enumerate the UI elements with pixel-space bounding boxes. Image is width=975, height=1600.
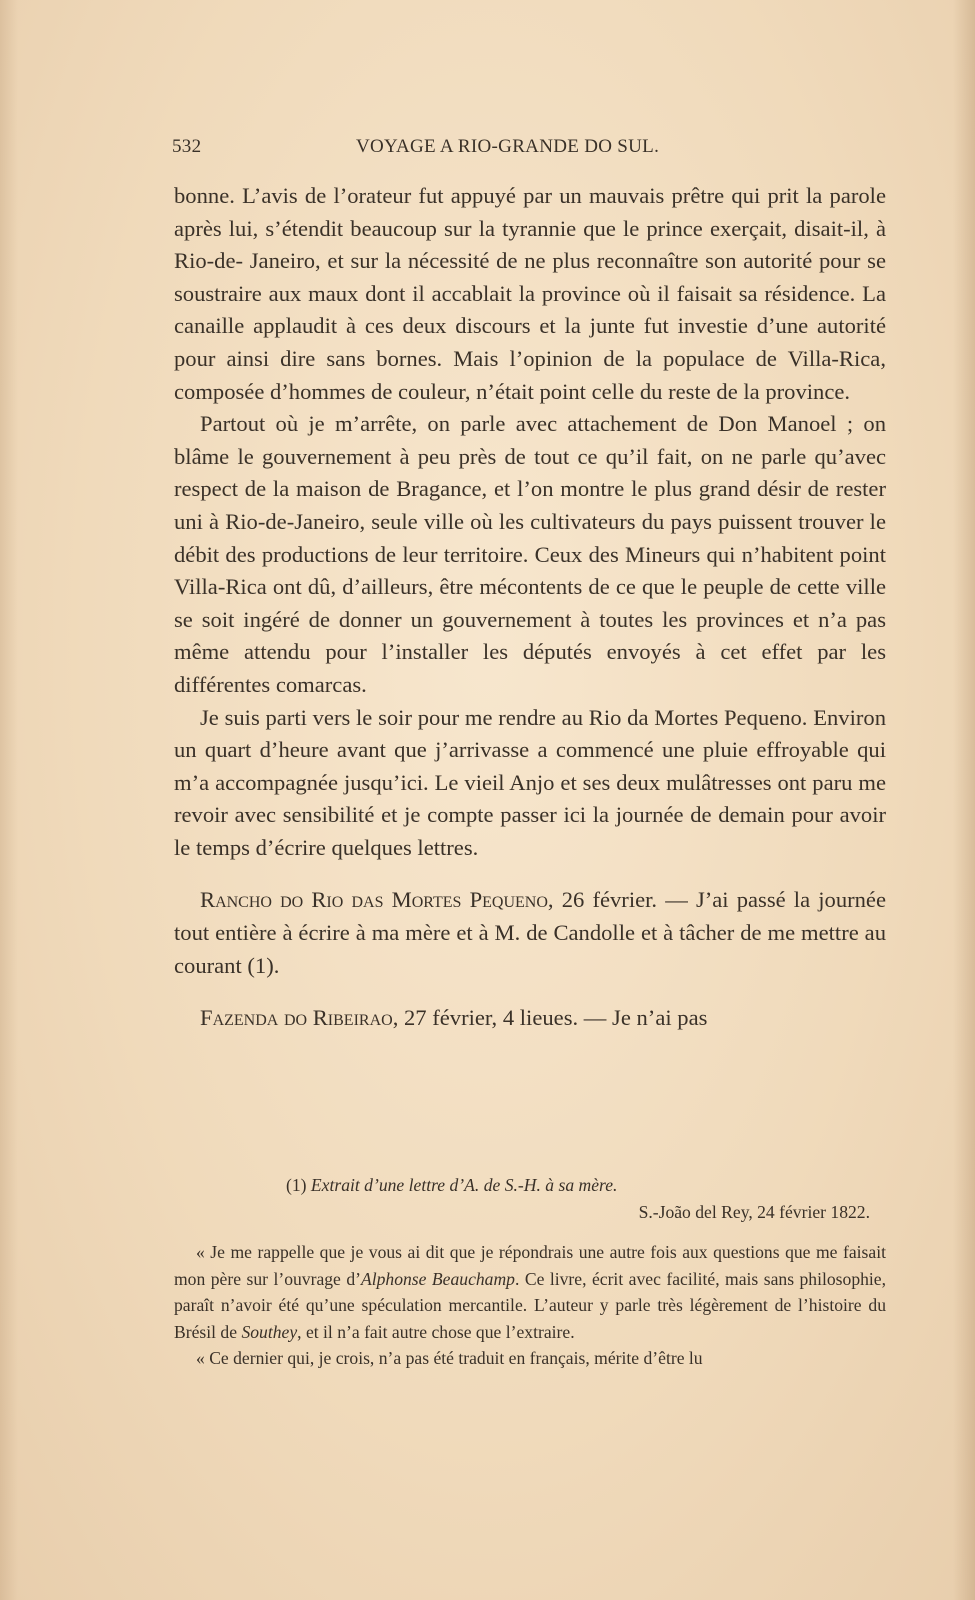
footnote-italic: Alphonse Beauchamp bbox=[360, 1268, 515, 1289]
footnote-paragraph: « Ce dernier qui, je crois, n’a pas été traduit en français, mérite d’être lu bbox=[196, 1348, 703, 1368]
footnote-paragraph bbox=[174, 1239, 886, 1345]
running-head bbox=[170, 132, 882, 162]
page-edge-shadow-left bbox=[0, 0, 18, 1600]
running-title: VOYAGE A RIO-GRANDE DO SUL. bbox=[356, 136, 660, 157]
footnote-title: Extrait d’une lettre d’A. de S.-H. à sa mère. bbox=[310, 1175, 618, 1195]
entry-place: Fazenda do Ribeirao bbox=[200, 1005, 393, 1031]
footnote-dateline: S.-João del Rey, 24 février 1822. bbox=[638, 1201, 870, 1222]
journal-entry bbox=[174, 1002, 886, 1035]
footnote-italic: Southey bbox=[241, 1321, 298, 1342]
paragraph: Partout où je m’arrête, on parle avec attachement de Don Manoel ; on blâme le gouvernement à peu près de tout ce qu’il fait, on ne parle qu’avec respect de la maison de Bragance, et l’on montre le plus grand désir de rester uni à Rio-de-Janeiro, seule ville où les cultivateurs du pays puissent trouver le débit des productions de leur territoire. Ceux des Mineurs qui n’habitent point Villa-Rica ont dû, d’ailleurs, être mécontents de ce que le peuple de cette ville se soit ingéré de donner un gouvernement à toutes les provinces et n’a pas même attendu pour l’installer les députés envoyés à cet effet par les différentes comarcas. bbox=[174, 411, 886, 697]
footnote-marker: (1) bbox=[286, 1175, 311, 1195]
entry-text: Je n’ai pas bbox=[612, 1005, 708, 1031]
page-number: 532 bbox=[172, 136, 202, 157]
footnote-heading bbox=[174, 1172, 886, 1199]
page-edge-shadow-right bbox=[953, 0, 975, 1600]
journal-entry bbox=[174, 884, 886, 982]
entry-text: J’ai passé la journée tout entière à écrire à ma mère et à M. de Candolle et à tâcher de me mettre au courant (1). bbox=[174, 887, 886, 978]
body-text bbox=[174, 180, 886, 1035]
footnotes bbox=[174, 1172, 886, 1372]
paragraph: bonne. L’avis de l’orateur fut appuyé par un mauvais prêtre qui prit la parole après lui, s’étendit beaucoup sur la tyrannie que le prince exerçait, disait-il, à Rio-de- Janeiro, et sur la nécessité de ne plus reconnaître son autorité pour se soustraire aux maux dont il accablait la province où il faisait sa résidence. La canaille applaudit à ces deux discours et la junte fut investie d’une autorité pour ainsi dire sans bornes. Mais l’opinion de la populace de Villa-Rica, composée d’hommes de couleur, n’était point celle du reste de la province. bbox=[174, 183, 886, 404]
paragraph: Je suis parti vers le soir pour me rendre au Rio da Mortes Pequeno. Environ un quart d’heure avant que j’arrivasse a commencé une pluie effroyable qui m’a accompagnée jusqu’ici. Le vieil Anjo et ses deux mulâtresses ont paru me revoir avec sensibilité et je compte passer ici la journée de demain pour avoir le temps d’écrire quelques lettres. bbox=[174, 704, 886, 860]
entry-date: , 27 février, 4 lieues. — bbox=[392, 1005, 613, 1031]
footnote-text: « Je me rappelle que je vous ai dit que je répondrais une autre fois aux questions que me faisait mon père sur l’ouvrage d’ bbox=[174, 1242, 886, 1289]
entry-place: Rancho do Rio das Mortes Pequeno bbox=[200, 887, 548, 913]
footnote-text: , et il n’a fait autre chose que l’extraire. bbox=[297, 1321, 575, 1342]
footnote-text: . Ce livre, écrit avec facilité, mais sans philosophie, paraît n’avoir été qu’une spéculation mercantile. L’auteur y parle très légèrement de l’histoire du Brésil de bbox=[174, 1268, 887, 1342]
entry-date: , 26 février. — bbox=[547, 887, 696, 913]
